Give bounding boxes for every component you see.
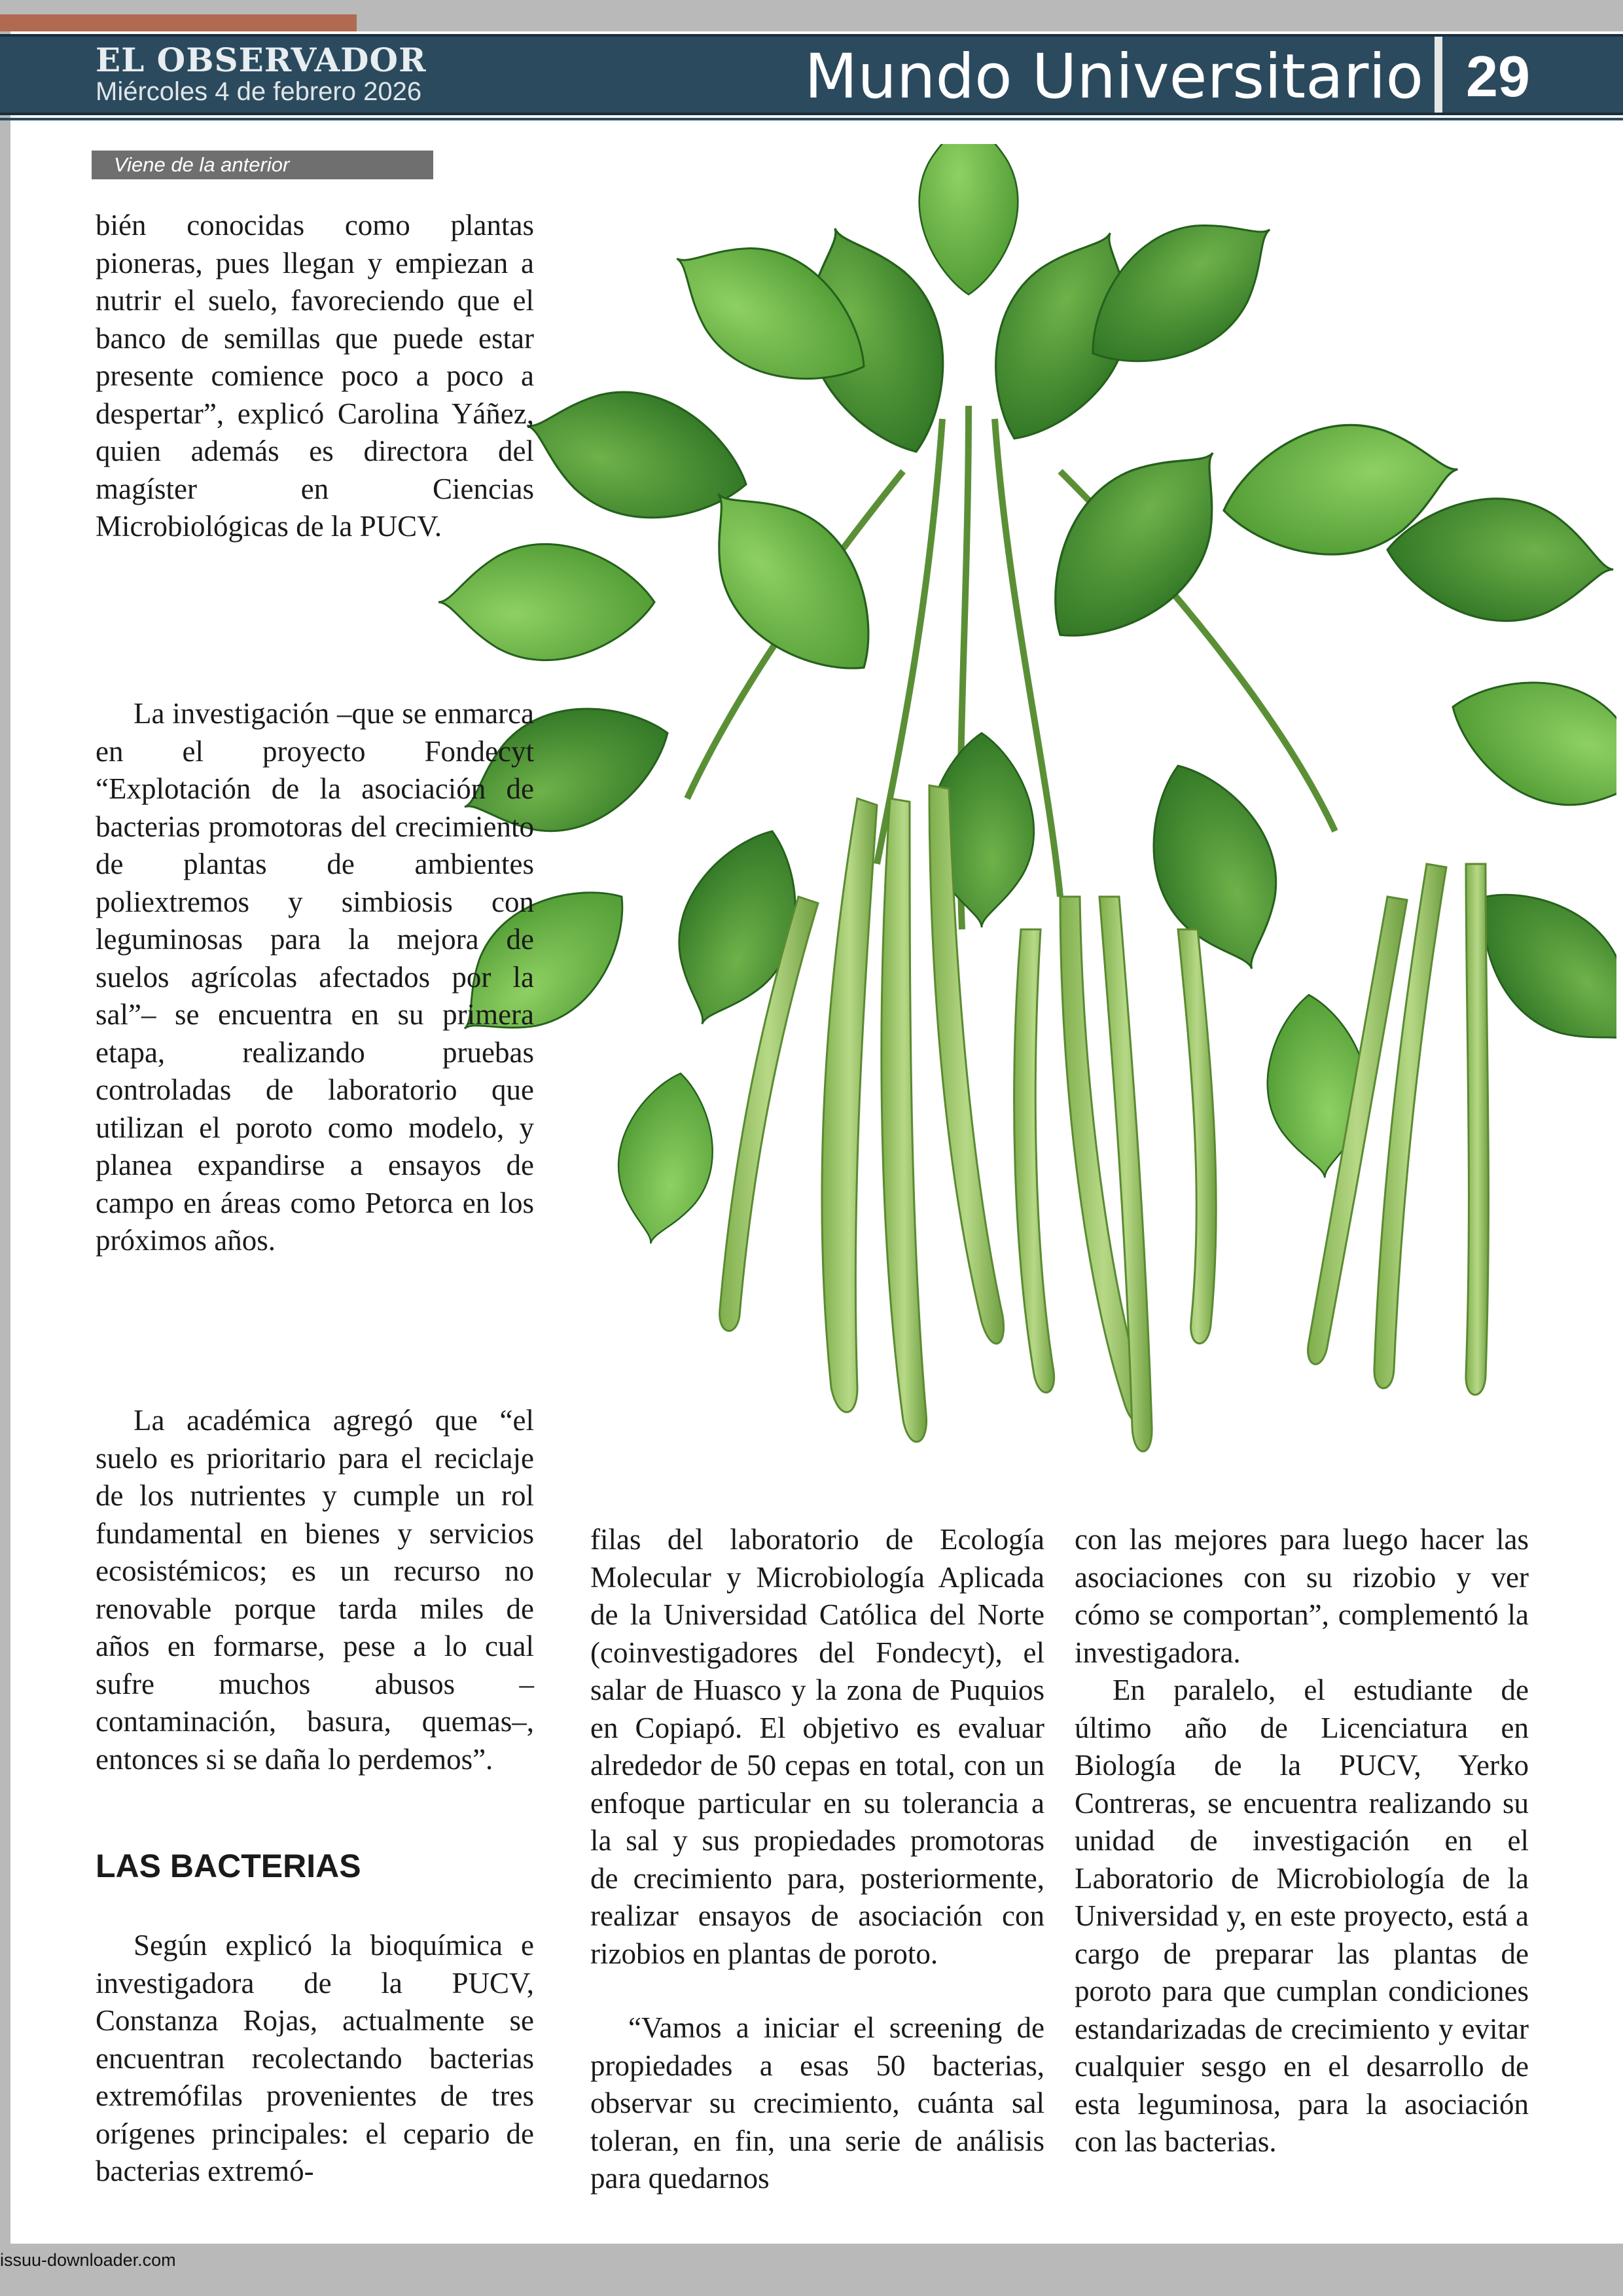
bean-pods <box>720 785 1489 1452</box>
top-accent-bar <box>0 14 357 31</box>
col2-paragraph-2: “Vamos a iniciar el screening de propiedades a esas 50 bacterias, observar su crecimiento, cuánta sal toleran, en fin, una serie de análisis para quedarnos <box>590 2011 1044 2195</box>
col2-paragraph-1: filas del laboratorio de Ecología Molecular y Microbiología Aplicada de la Universidad Católica del Norte (coinvestigadores del Fondecyt), el salar de Huasco y la zona de Puquios en Copiapó. El objetivo es evaluar alrededor de 50 cepas en total, con un enfoque particular en su tolerancia a la sal y sus propiedades promotoras de crecimiento para, posteriormente, realizar ensayos de asociación con rizobios en plantas de poroto. <box>590 1523 1044 1970</box>
green-bean-plant-photo <box>406 144 1616 1499</box>
page-header <box>0 34 1623 115</box>
col3-paragraph-2: En paralelo, el estudiante de último año de Licenciatura en Biología de la PUCV, Yerko Contreras, se encuentra realizando su unidad de investigación en el Laboratorio de Microbiología de la Universidad y, en este proyecto, está a cargo de preparar las plantas de poroto para que cumplan condiciones estandarizadas de crecimiento y evitar cualquier sesgo en el desarrollo de esta leguminosa, para la asociación con las bacterias. <box>1075 1674 1529 2158</box>
watermark: issuu-downloader.com <box>0 2250 176 2270</box>
col1-paragraph-4: Según explicó la bioquímica e investigadora de la PUCV, Constanza Rojas, actualmente se encuentran recolectando bacterias extremófilas provenientes de tres orígenes principales: el cepario de bacterias extremó- <box>96 1929 534 2187</box>
footer-bar <box>0 2244 1623 2296</box>
page-number: 29 <box>1466 44 1530 109</box>
header-rule <box>0 118 1623 120</box>
col1-paragraph-1: bién conocidas como plantas pioneras, pues llegan y empiezan a nutrir el suelo, favoreciendo que el banco de semillas que puede estar presente comience poco a poco a despertar”, explicó Carolina Yáñez, quien además es directora del magíster en Ciencias Microbiológicas de la PUCV. <box>96 209 534 543</box>
section-heading: LAS BACTERIAS <box>96 1848 361 1884</box>
section-title: Mundo Universitario <box>804 41 1423 113</box>
issue-date: Miércoles 4 de febrero 2026 <box>96 77 422 106</box>
col1-paragraph-3: La académica agregó que “el suelo es prioritario para el reciclaje de los nutrientes y cumple un rol fundamental en bienes y servicios ecosistémicos; es un recurso no renovable porque tarda miles de años en formarse, pese a lo cual sufre muchos abusos –contaminación, basura, quemas–, entonces si se daña lo perdemos”. <box>96 1404 534 1776</box>
newspaper-name: EL OBSERVADOR <box>96 41 427 79</box>
continued-label: Viene de la anterior <box>92 151 433 179</box>
col3-paragraph-1: con las mejores para luego hacer las asociaciones con su rizobio y ver cómo se comportan”, complementó la investigadora. <box>1075 1523 1529 1669</box>
col1-paragraph-2: La investigación –que se enmarca en el proyecto Fondecyt “Explotación de la asociación de bacterias promotoras del crecimiento de plantas de ambientes poliextremos y simbiosis con leguminosas para la mejora de suelos agrícolas afectados por la sal”– se encuentra en su primera etapa, realizando pruebas controladas de laboratorio que utilizan el poroto como modelo, y planea expandirse a ensayos de campo en áreas como Petorca en los próximos años. <box>96 697 534 1257</box>
header-separator <box>1435 37 1442 113</box>
